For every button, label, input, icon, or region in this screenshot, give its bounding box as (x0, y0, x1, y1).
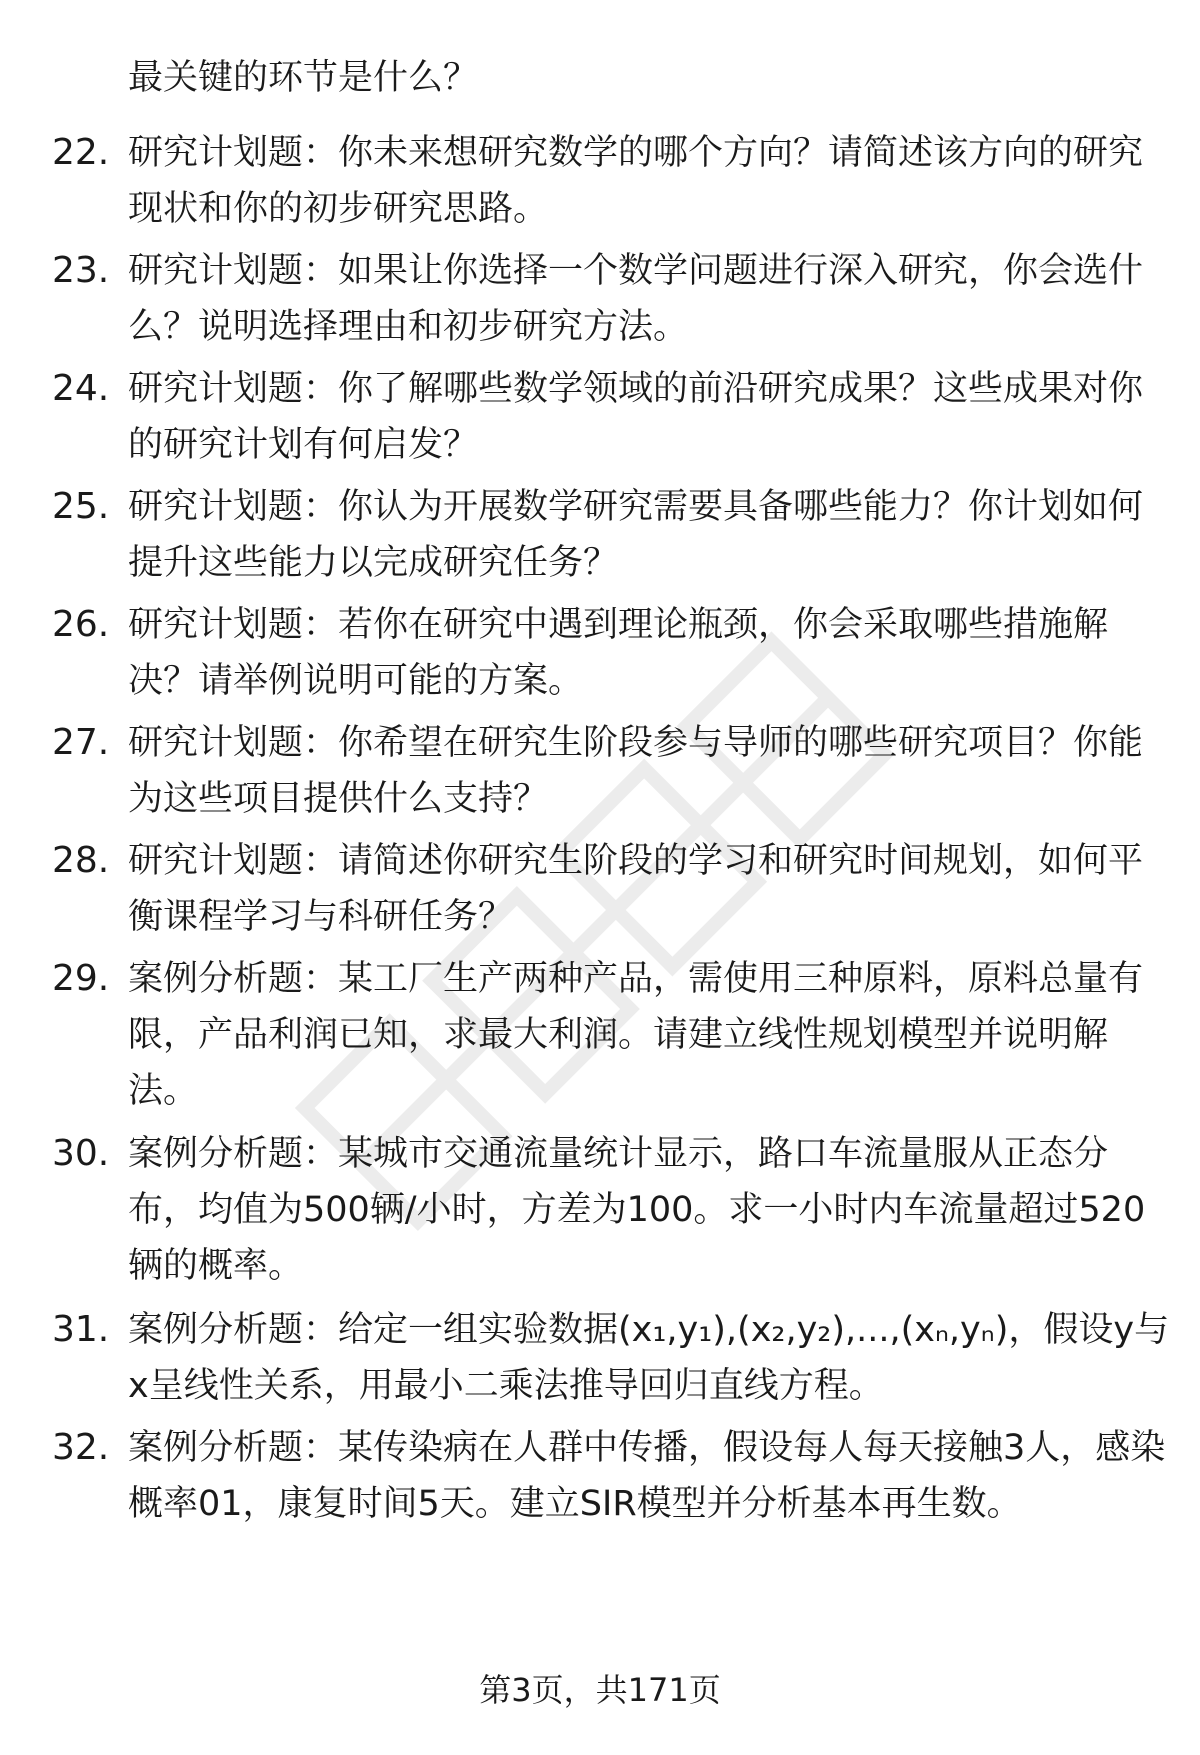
question-text: 研究计划题：你希望在研究生阶段参与导师的哪些研究项目？你能为这些项目提供什么支持？ (128, 723, 1144, 819)
question-number: 29. (52, 958, 110, 999)
question-number: 22. (52, 132, 110, 173)
question-text: 案例分析题：某城市交通流量统计显示，路口车流量服从正态分布，均值为500辆/小时，方差为100。求一小时内车流量超过520辆的概率。 (128, 1134, 1146, 1286)
question-text: 案例分析题：某传染病在人群中传播，假设每人每天接触3人，感染概率01，康复时间5天。建立SIR模型并分析基本再生数。 (128, 1428, 1166, 1524)
question-text: 案例分析题：某工厂生产两种产品，需使用三种原料，原料总量有限，产品利润已知，求最大利润。请建立线性规划模型并说明解法。 (128, 959, 1144, 1111)
question-number: 26. (52, 604, 110, 645)
question-number: 23. (52, 250, 110, 291)
continuation-text: 最关键的环节是什么？ (128, 58, 479, 98)
question-text: 研究计划题：若你在研究中遇到理论瓶颈，你会采取哪些措施解决？请举例说明可能的方案。 (128, 605, 1109, 701)
question-number: 24. (52, 368, 110, 409)
question-number: 25. (52, 486, 110, 527)
question-text: 研究计划题：你认为开展数学研究需要具备哪些能力？你计划如何提升这些能力以完成研究任务？ (128, 487, 1144, 583)
question-number: 32. (52, 1427, 110, 1468)
question-text: 研究计划题：你了解哪些数学领域的前沿研究成果？这些成果对你的研究计划有何启发？ (128, 369, 1144, 465)
question-number: 31. (52, 1309, 110, 1350)
question-text: 案例分析题：给定一组实验数据(x₁,y₁),(x₂,y₂),...,(xₙ,yₙ)，假设y与x呈线性关系，用最小二乘法推导回归直线方程。 (128, 1310, 1170, 1406)
question-text: 研究计划题：请简述你研究生阶段的学习和研究时间规划，如何平衡课程学习与科研任务？ (128, 841, 1144, 937)
question-number: 27. (52, 722, 110, 763)
page-number-footer: 第3页，共171页 (479, 1671, 721, 1709)
question-number: 30. (52, 1133, 110, 1174)
question-number: 28. (52, 840, 110, 881)
question-text: 研究计划题：如果让你选择一个数学问题进行深入研究，你会选什么？说明选择理由和初步研究方法。 (128, 251, 1144, 347)
question-text: 研究计划题：你未来想研究数学的哪个方向？请简述该方向的研究现状和你的初步研究思路。 (128, 133, 1144, 229)
